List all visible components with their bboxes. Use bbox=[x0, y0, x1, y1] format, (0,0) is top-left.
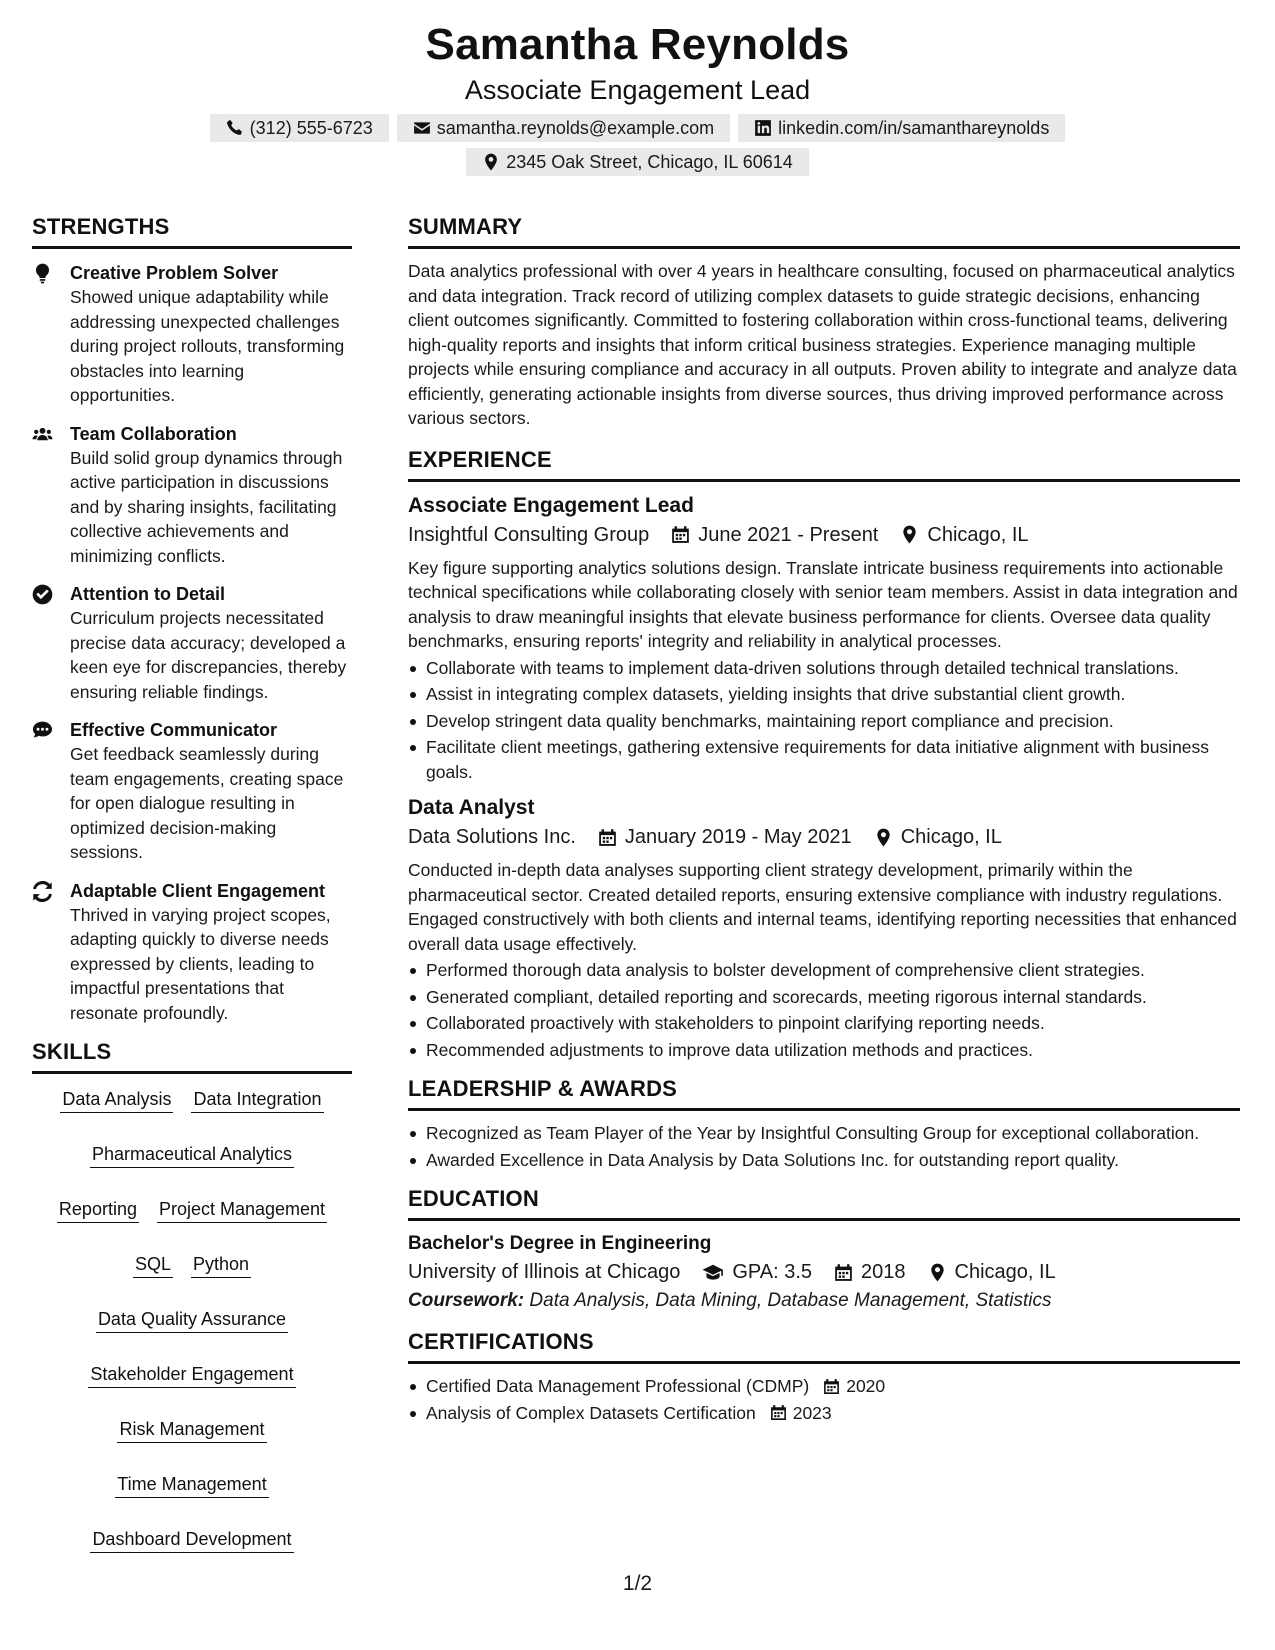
bullet-item: Recommended adjustments to improve data utilization methods and practices. bbox=[426, 1038, 1240, 1063]
leadership-heading: LEADERSHIP & AWARDS bbox=[408, 1076, 1240, 1111]
bullet-item: Develop stringent data quality benchmarks, maintaining report compliance and precision. bbox=[426, 709, 1240, 734]
address-row bbox=[0, 148, 1275, 176]
map-marker-icon bbox=[482, 153, 500, 171]
job-bullets bbox=[408, 656, 1240, 785]
summary-heading: SUMMARY bbox=[408, 214, 1240, 249]
bullet-item: Facilitate client meetings, gathering extensive requirements for data initiative alignment with business goals. bbox=[426, 735, 1240, 784]
strength-title: Adaptable Client Engagement bbox=[70, 880, 326, 901]
strength-desc: Thrived in varying project scopes, adapting quickly to diverse needs expressed by clients, leading to impactful presentations that resonate profoundly. bbox=[70, 904, 331, 1023]
job-location: Chicago, IL bbox=[900, 826, 1002, 848]
users-icon bbox=[32, 422, 70, 569]
coursework-list: Data Analysis, Data Mining, Database Management, Statistics bbox=[529, 1290, 1052, 1311]
map-marker-icon bbox=[928, 1263, 947, 1282]
bullet-item: Generated compliant, detailed reporting and scorecards, meeting rigorous internal standards. bbox=[426, 985, 1240, 1010]
job-company: Data Solutions Inc. bbox=[408, 826, 576, 848]
skill-tag: Pharmaceutical Analytics bbox=[90, 1141, 294, 1168]
skill-tag: Time Management bbox=[115, 1471, 268, 1498]
job-bullets bbox=[408, 958, 1240, 1062]
page-number: 1/2 bbox=[622, 1572, 653, 1595]
education-gpa: GPA: 3.5 bbox=[732, 1261, 813, 1283]
right-column bbox=[408, 214, 1240, 1427]
sync-icon bbox=[32, 879, 70, 1026]
award-item: Awarded Excellence in Data Analysis by Data Solutions Inc. for outstanding report quality. bbox=[426, 1148, 1240, 1173]
job-title: Data Analyst bbox=[408, 796, 535, 819]
strength-item bbox=[32, 422, 352, 569]
calendar-icon bbox=[770, 1404, 787, 1421]
envelope-icon bbox=[413, 119, 431, 137]
address-chip bbox=[466, 148, 809, 176]
experience-heading: EXPERIENCE bbox=[408, 447, 1240, 482]
strength-title: Team Collaboration bbox=[70, 423, 237, 444]
strengths-heading: STRENGTHS bbox=[32, 214, 352, 249]
skill-tag: Stakeholder Engagement bbox=[88, 1361, 295, 1388]
education-heading: EDUCATION bbox=[408, 1186, 1240, 1221]
job-meta bbox=[408, 520, 1240, 550]
job-entry bbox=[408, 492, 1240, 785]
award-item: Recognized as Team Player of the Year by Insightful Consulting Group for exceptional collaboration. bbox=[426, 1121, 1240, 1146]
bullet-item: Collaborated proactively with stakeholders to pinpoint clarifying reporting needs. bbox=[426, 1011, 1240, 1036]
left-column bbox=[32, 214, 352, 1553]
lightbulb-icon bbox=[32, 261, 70, 408]
address-text: 2345 Oak Street, Chicago, IL 60614 bbox=[506, 152, 793, 172]
skill-tag: Data Analysis bbox=[60, 1086, 173, 1113]
skills-section bbox=[32, 1039, 352, 1553]
strength-title: Attention to Detail bbox=[70, 584, 225, 604]
bullet-item: Collaborate with teams to implement data-driven solutions through detailed technical translations. bbox=[426, 656, 1240, 681]
summary-text: Data analytics professional with over 4 years in healthcare consulting, focused on pharmaceutical analytics and data integration. Track record of utilizing complex datasets to guide strategic decisions, enhancing client outcomes significantly. Committed to fostering collaboration within cross-functional teams, delivering high-quality reports and insights that inform critical business strategies. Experience managing multiple projects while ensuring compliance and accuracy in all outputs. Proven ability to integrate and analyze data efficiently, generating actionable insights from diverse sources, thus driving improved performance across various sectors. bbox=[408, 261, 1237, 428]
skill-tag: Reporting bbox=[57, 1196, 139, 1223]
leadership-list bbox=[408, 1121, 1240, 1172]
education-location: Chicago, IL bbox=[954, 1261, 1056, 1283]
calendar-icon bbox=[598, 828, 617, 847]
certification-year: 2023 bbox=[792, 1402, 832, 1423]
coursework-label: Coursework: bbox=[408, 1290, 525, 1311]
certification-item bbox=[426, 1374, 1240, 1399]
education-year: 2018 bbox=[861, 1261, 906, 1283]
job-location: Chicago, IL bbox=[927, 523, 1029, 546]
strength-desc: Curriculum projects necessitated precise data accuracy; developed a keen eye for discrepancies, thereby ensuring reliable findings. bbox=[70, 608, 347, 702]
job-meta bbox=[408, 822, 1240, 852]
graduation-cap-icon bbox=[702, 1263, 724, 1282]
skill-tag: SQL bbox=[133, 1251, 173, 1278]
certification-item bbox=[426, 1401, 1240, 1426]
calendar-icon bbox=[671, 525, 690, 544]
job-description: Key figure supporting analytics solutions design. Translate intricate business requirements into actionable technical specifications while collaborating closely with senior team members. Assist in data integration and analysis to draw meaningful insights that elevate business performance for clients. Oversee data quality benchmarks, ensuring reports' integrity and reliability in analytical processes. bbox=[408, 557, 1238, 651]
strength-desc: Showed unique adaptability while addressing unexpected challenges during project rollouts, transforming obstacles into learning opportunities. bbox=[70, 287, 345, 405]
contact-row bbox=[0, 114, 1275, 142]
strength-title: Creative Problem Solver bbox=[70, 263, 279, 283]
bullet-item: Assist in integrating complex datasets, yielding insights that drive substantial client growth. bbox=[426, 682, 1240, 707]
linkedin-icon bbox=[754, 119, 772, 137]
phone-chip[interactable] bbox=[210, 114, 389, 142]
job-description: Conducted in-depth data analyses supporting client strategy development, primarily within the pharmaceutical sector. Created detailed reports, ensuring extensive compliance with industry regulations. Engaged constructively with both clients and internal teams, identifying reporting necessities that enhanced overall data usage effectively. bbox=[408, 860, 1237, 954]
job-title: Associate Engagement Lead bbox=[408, 493, 694, 517]
certification-name: Analysis of Complex Datasets Certification bbox=[426, 1402, 756, 1423]
strength-item bbox=[32, 879, 352, 1026]
map-marker-icon bbox=[874, 828, 893, 847]
comment-dots-icon bbox=[32, 718, 70, 865]
certification-name: Certified Data Management Professional (CDMP) bbox=[426, 1376, 810, 1396]
education-degree: Bachelor's Degree in Engineering bbox=[408, 1233, 712, 1254]
strength-item bbox=[32, 261, 352, 408]
strength-item bbox=[32, 582, 352, 704]
job-company: Insightful Consulting Group bbox=[408, 523, 650, 546]
skills-list bbox=[32, 1086, 352, 1553]
strength-item bbox=[32, 718, 352, 865]
candidate-name: Samantha Reynolds bbox=[425, 20, 850, 69]
skills-heading: SKILLS bbox=[32, 1039, 352, 1074]
phone-text: (312) 555-6723 bbox=[249, 118, 373, 138]
strength-desc: Build solid group dynamics through active participation in discussions and by sharing insights, facilitating collective achievements and minimizing conflicts. bbox=[70, 447, 343, 566]
strength-desc: Get feedback seamlessly during team engagements, creating space for open dialogue resulting in optimized decision-making sessions. bbox=[70, 744, 344, 862]
map-marker-icon bbox=[900, 525, 919, 544]
calendar-icon bbox=[834, 1263, 853, 1282]
check-circle-icon bbox=[32, 582, 70, 704]
certification-year: 2020 bbox=[846, 1376, 886, 1396]
skill-tag: Data Integration bbox=[191, 1086, 323, 1113]
skill-tag: Dashboard Development bbox=[90, 1526, 293, 1553]
job-entry bbox=[408, 794, 1240, 1062]
education-meta bbox=[408, 1257, 1240, 1287]
skill-tag: Python bbox=[191, 1251, 251, 1278]
strength-title: Effective Communicator bbox=[70, 720, 278, 740]
certifications-heading: CERTIFICATIONS bbox=[408, 1329, 1240, 1364]
skill-tag: Project Management bbox=[157, 1196, 327, 1223]
skill-tag: Risk Management bbox=[117, 1416, 266, 1443]
phone-icon bbox=[226, 119, 244, 137]
coursework bbox=[408, 1287, 1240, 1315]
candidate-title: Associate Engagement Lead bbox=[464, 75, 811, 105]
job-dates: June 2021 - Present bbox=[698, 523, 879, 546]
bullet-item: Performed thorough data analysis to bolster development of comprehensive client strategies. bbox=[426, 958, 1240, 983]
linkedin-chip[interactable] bbox=[738, 114, 1065, 142]
job-dates: January 2019 - May 2021 bbox=[624, 826, 852, 848]
email-text: samantha.reynolds@example.com bbox=[436, 118, 715, 138]
strengths-list bbox=[32, 261, 352, 1025]
education-school: University of Illinois at Chicago bbox=[408, 1261, 681, 1283]
email-chip[interactable] bbox=[397, 114, 730, 142]
skill-tag: Data Quality Assurance bbox=[96, 1306, 288, 1333]
linkedin-text: linkedin.com/in/samanthareynolds bbox=[778, 118, 1050, 138]
certifications-list bbox=[408, 1374, 1240, 1425]
calendar-icon bbox=[823, 1378, 840, 1395]
